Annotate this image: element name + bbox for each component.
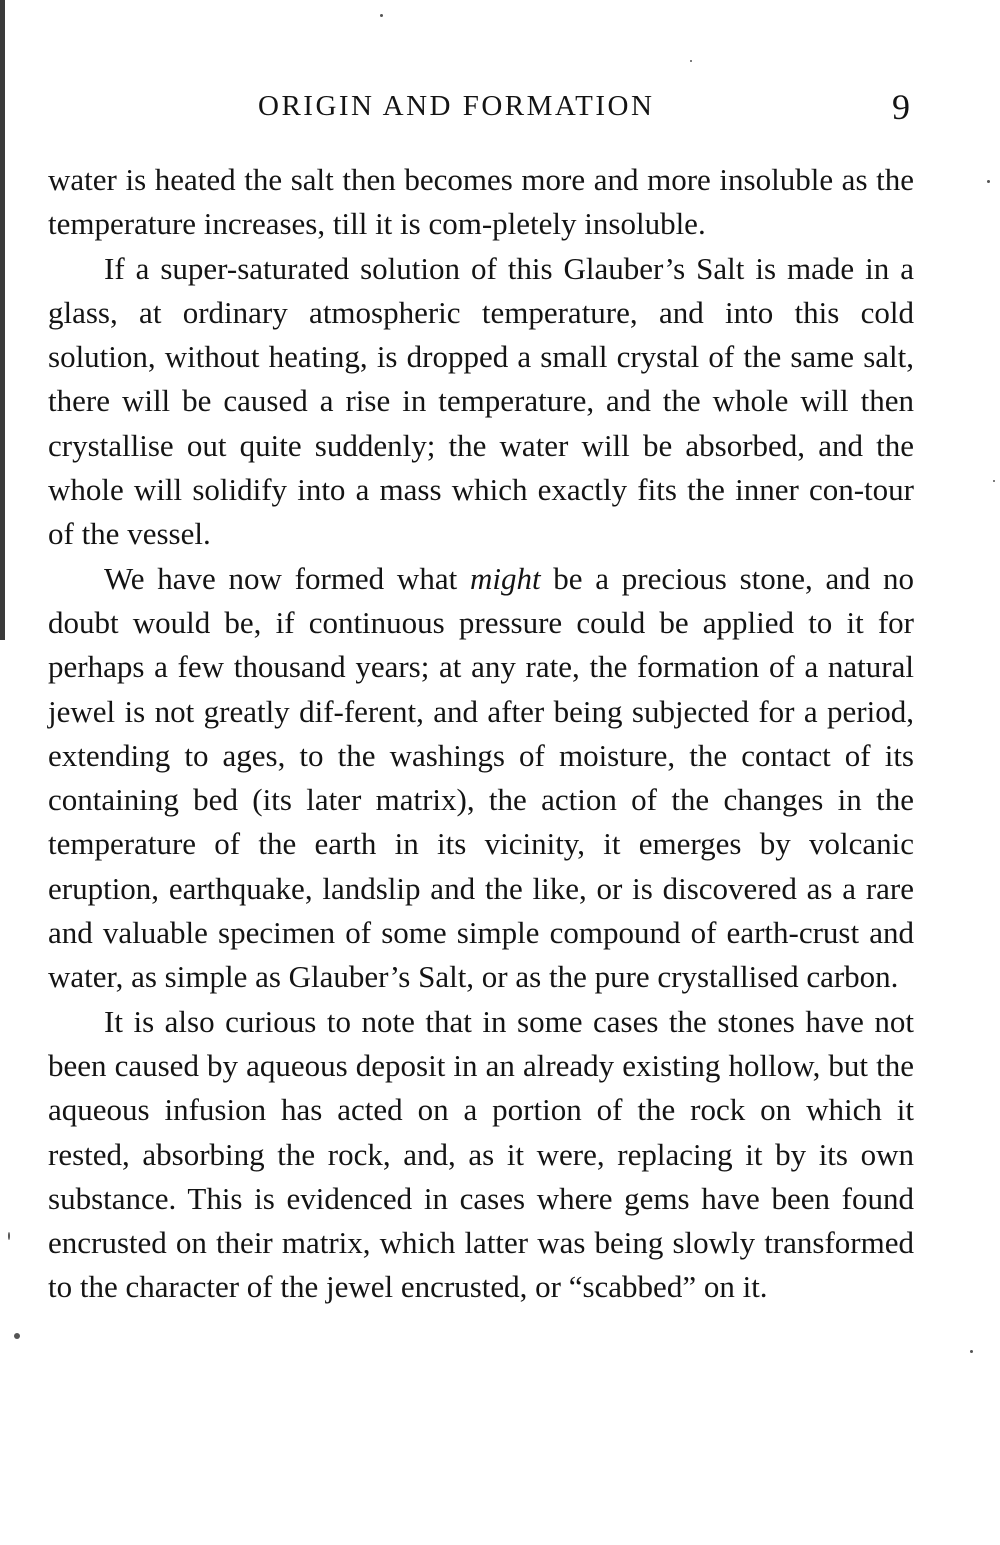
- scan-speck: [8, 1232, 10, 1240]
- paragraph-continuation: water is heated the salt then becomes more and more insoluble as the temperature increases, till it is com-pletely insoluble.: [48, 162, 914, 242]
- paragraph-supersaturated-solution: If a super-saturated solution of this Glauber’s Salt is made in a glass, at ordinary atmospheric temperature, and into this cold solution, without heating, is dropped a small crystal of the same salt, there will be caused a rise in temperature, and the whole will then crystallise out quite suddenly; the water will be absorbed, and the whole will solidify into a mass which exactly fits the inner con-tour of the vessel.: [48, 250, 914, 552]
- page-header: [48, 86, 914, 130]
- scan-speck: [993, 480, 995, 482]
- emphasis-might: might: [469, 560, 541, 596]
- scan-speck: [970, 1350, 973, 1353]
- page-binding-edge: [0, 0, 5, 640]
- paragraph-precious-stone-rest: be a precious stone, and no doubt would be, if continuous pressure could be applied to it for perhaps a few thousand years; at any rate, the formation of a natural jewel is not greatly dif-ferent, and after being subjected for a period, extending to ages, to the washings of moisture, the contact of its containing bed (its later matrix), the action of the changes in the temperature of the earth in its vicinity, it emerges by volcanic eruption, earthquake, landslip and the like, or is discovered as a rare and valuable specimen of some simple compound of earth-crust and water, as simple as Glauber’s Salt, or as the pure crystallised carbon.: [48, 560, 914, 995]
- running-head: ORIGIN AND FORMATION: [258, 90, 655, 122]
- page-number: 9: [892, 87, 910, 127]
- paragraph-precious-stone: [48, 557, 914, 1000]
- paragraph-aqueous-infusion: It is also curious to note that in some cases the stones have not been caused by aqueous deposit in an already existing hollow, but the aqueous infusion has acted on a portion of the rock on which it rested, absorbing the rock, and, as it were, replacing it by its own substance. This is evidenced in cases where gems have been found encrusted on their matrix, which latter was being slowly transformed to the character of the jewel encrusted, or “scabbed” on it.: [48, 1003, 914, 1305]
- scan-speck: [690, 60, 692, 62]
- scan-speck: [380, 14, 383, 17]
- paragraph-precious-stone-start: We have now formed what: [104, 560, 470, 596]
- scan-speck: [987, 180, 990, 183]
- scan-speck: [14, 1333, 20, 1339]
- body-text: [48, 158, 914, 1310]
